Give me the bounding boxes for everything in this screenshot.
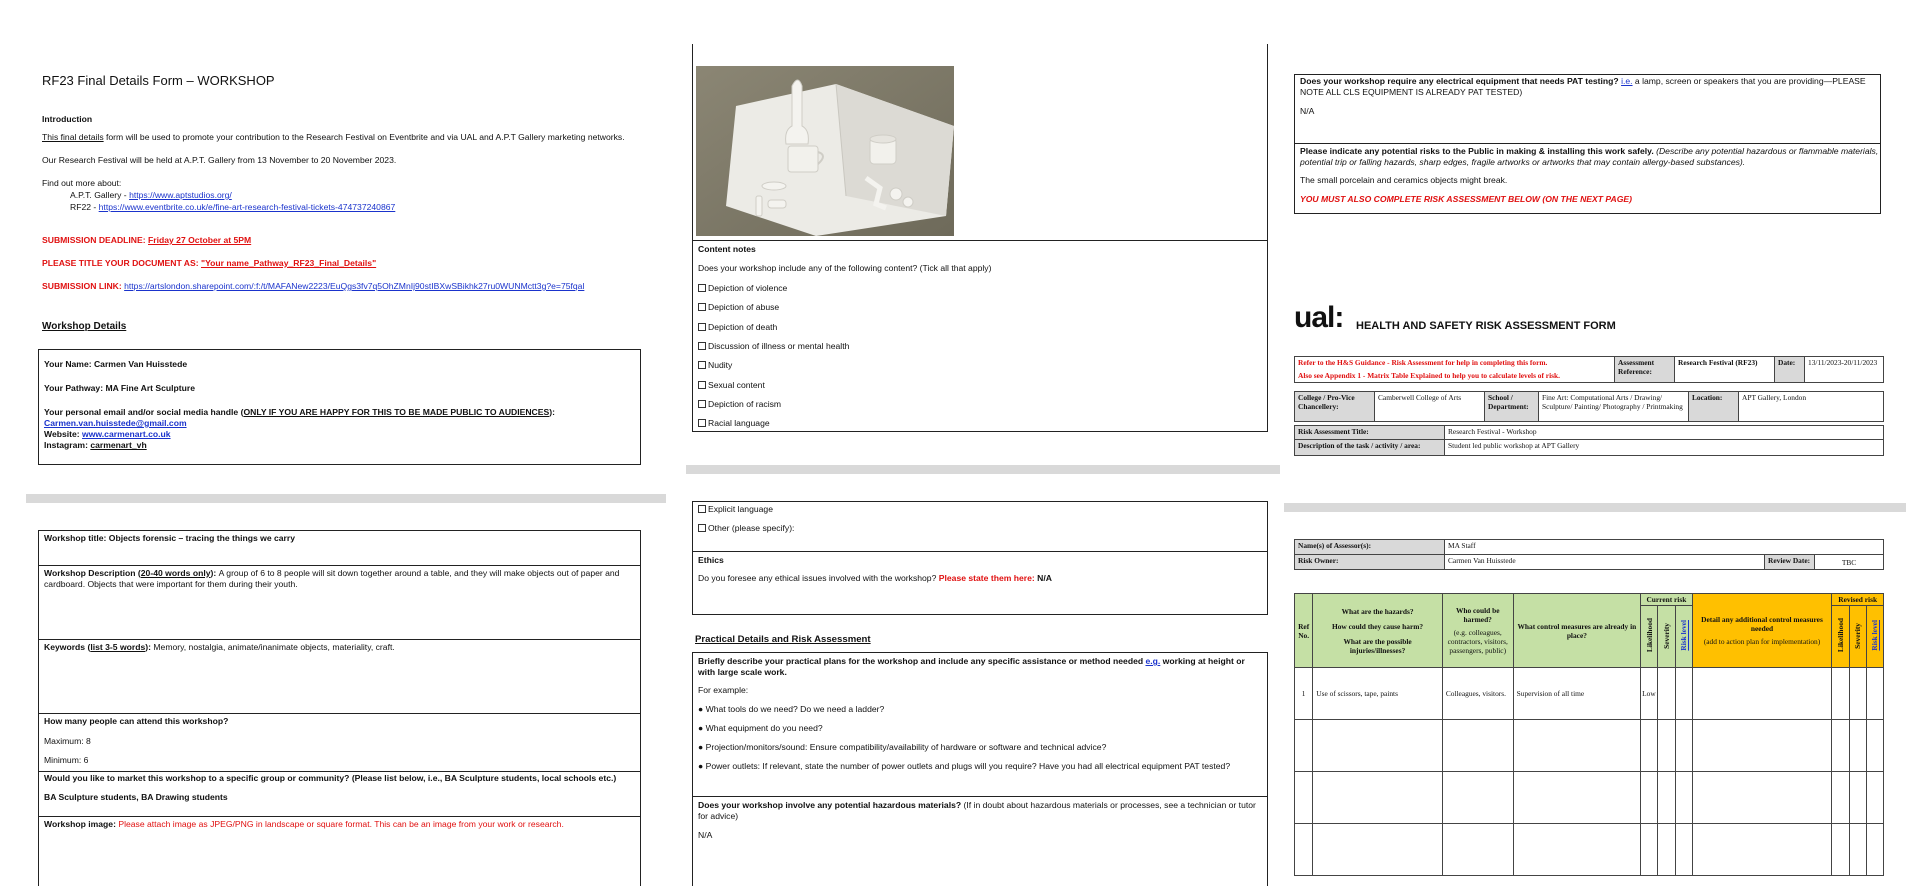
ra-title-value: Research Festival - Workshop [1445, 426, 1884, 440]
rf22-label: RF22 - [70, 202, 99, 212]
workshop-description [44, 568, 639, 590]
your-pathway: Your Pathway: MA Fine Art Sculpture [44, 383, 196, 393]
risk-note: (Describe any potential hazardous or flammable materials, potential trip or falling hazards, sharp edges, fragile artworks or artworks that may contain allergy-based substances). [1300, 146, 1879, 167]
keywords [44, 642, 395, 653]
checkbox-label: Racial language [708, 418, 770, 428]
title-doc-value: "Your name_Pathway_RF23_Final_Details" [201, 258, 377, 268]
workshop-details-heading: Workshop Details [42, 321, 127, 332]
checkbox-label: Explicit language [708, 504, 773, 514]
pat-answer: N/A [1300, 106, 1315, 116]
row-ref: 1 [1295, 668, 1313, 720]
bullet-power: ● Power outlets: If relevant, state the number of power outlets and plugs will you require? Have you had all electrical equipment PAT tested? [698, 761, 1231, 771]
checkbox-label: Depiction of abuse [708, 302, 780, 312]
h-severity-label: Severity [1661, 622, 1671, 649]
checkbox-icon [698, 381, 706, 389]
your-name: Your Name: Carmen Van Huisstede [44, 359, 188, 369]
ethics-q: Do you foresee any ethical issues involved with the workshop? [698, 573, 939, 583]
bullet-text: What equipment do you need? [705, 723, 823, 733]
owner-label: Risk Owner: [1295, 555, 1445, 570]
h-control: What control measures are already in place? [1513, 594, 1640, 668]
hazard-q: Does your workshop involve any potential hazardous materials? [698, 800, 962, 810]
h-hazards-3: What are the possible injuries/illnesses? [1343, 636, 1412, 655]
attend-question: How many people can attend this workshop? [44, 716, 229, 726]
checkbox-icon [698, 342, 706, 350]
row-rev-likelihood [1832, 668, 1849, 720]
row-rev-risk [1866, 668, 1883, 720]
checkbox-icon [698, 419, 706, 427]
contact-label: Your personal email and/or social media handle ( [44, 407, 244, 417]
desc-text: A group of 6 to 8 people will sit down together around a table, and they will make objects out of paper and cardboard. Objects that were important for them during their youth. [44, 568, 620, 589]
date-label: Date: [1775, 357, 1805, 383]
submission-link[interactable]: https://artslondon.sharepoint.com/:f:/t/MAFANew2223/EuQgs3fv7q5OhZMnIj90stIBXwSBikhk27ru0WUNMctt3g?e=75fqal [124, 281, 585, 291]
checkbox-explicit[interactable] [698, 504, 773, 515]
content-divider [692, 240, 1268, 241]
page-6 [1290, 512, 1920, 886]
practical-eg: e.g. [1145, 656, 1161, 666]
hazard-note: (If in doubt about hazardous materials or processes, see a technician or tutor for advice) [698, 800, 1256, 821]
pat-q: Does your workshop require any electrical equipment that needs PAT testing? [1300, 76, 1622, 86]
checkbox-icon [698, 524, 706, 532]
checkbox-racial-language[interactable] [698, 418, 770, 429]
bullet-text: Projection/monitors/sound: Ensure compatibility/availability of hardware or software and technical advice? [705, 742, 1107, 752]
page-3 [688, 44, 1280, 466]
market-answer: BA Sculpture students, BA Drawing students [44, 792, 228, 802]
checkbox-icon [698, 361, 706, 369]
email-link[interactable]: Carmen.van.huisstede@gmail.com [44, 418, 187, 428]
row-rev-severity [1849, 668, 1866, 720]
submission-link-label: SUBMISSION LINK: [42, 281, 125, 291]
h-risk-level-label: Risk level [1679, 620, 1689, 651]
website-link[interactable]: www.carmenart.co.uk [82, 429, 171, 439]
owner-value: Carmen Van Huisstede [1445, 555, 1765, 570]
image-label: Workshop image: [44, 819, 119, 829]
guidance-1: Refer to the H&S Guidance - Risk Assessment for help in completing this form. [1298, 358, 1548, 367]
hazard-divider [692, 796, 1268, 797]
checkbox-label: Depiction of racism [708, 399, 782, 409]
for-example: For example: [698, 685, 749, 695]
intro-heading: Introduction [42, 114, 93, 124]
h-additional-2: (add to action plan for implementation) [1703, 637, 1821, 646]
deadline-label: SUBMISSION DEADLINE: [42, 235, 148, 245]
h-current: Current risk [1641, 594, 1693, 606]
row-likelihood: Low [1641, 668, 1658, 720]
table-row [1295, 772, 1884, 824]
content-box-continued [692, 501, 1268, 615]
h-additional [1692, 594, 1832, 668]
submission-link-line [42, 281, 584, 292]
ethics-question [698, 573, 1052, 584]
page-4 [688, 474, 1280, 886]
deadline-line [42, 235, 251, 246]
date-value: 13/11/2023-20/11/2023 [1805, 357, 1884, 383]
ual-logo: ual: [1294, 301, 1344, 334]
checkbox-death[interactable] [698, 322, 777, 333]
practical-question [698, 656, 1264, 678]
h-hazards-2: How could they cause harm? [1331, 621, 1424, 631]
checkbox-sexual[interactable] [698, 380, 765, 391]
apt-link[interactable]: https://www.aptstudios.org/ [129, 190, 232, 200]
table-row [1295, 668, 1884, 720]
ra-form-title: HEALTH AND SAFETY RISK ASSESSMENT FORM [1356, 320, 1616, 332]
ethics-divider [692, 551, 1268, 552]
page-2 [20, 503, 665, 886]
bullet-text: Power outlets: If relevant, state the number of power outlets and plugs will you require? Have you had all electrical equipment PAT tested? [705, 761, 1231, 771]
row-divider [38, 771, 641, 772]
h-rev-severity [1849, 606, 1866, 668]
apt-line [70, 190, 232, 201]
workshop-image [44, 819, 564, 830]
school-value: Fine Art: Computational Arts / Drawing/ Sculpture/ Painting/ Photography / Printmaking [1539, 392, 1689, 422]
row-who: Colleagues, visitors. [1442, 668, 1513, 720]
h-rev-likelihood-label: Likelihood [1835, 618, 1845, 653]
bullet-projection: ● Projection/monitors/sound: Ensure compatibility/availability of hardware or software and technical advice? [698, 742, 1107, 752]
school-label: School / Department: [1485, 392, 1539, 422]
page-separator [686, 465, 1280, 474]
assess-ref: Research Festival (RF23) [1675, 357, 1775, 383]
checkbox-label: Sexual content [708, 380, 765, 390]
deadline-value: Friday 27 October at 5PM [148, 235, 252, 245]
instagram-handle: carmenart_vh [90, 440, 147, 450]
h-hazards-1: What are the hazards? [1341, 606, 1414, 616]
page-separator [1284, 503, 1906, 512]
ethics-red: Please state them here: [938, 573, 1035, 583]
bullet-tools: ● What tools do we need? Do we need a ladder? [698, 704, 885, 714]
h-who-1: Who could be harmed? [1455, 606, 1500, 624]
row-divider [38, 565, 641, 566]
task-value: Student led public workshop at APT Gallery [1445, 440, 1884, 456]
contact-line [44, 407, 555, 418]
ethics-answer: N/A [1034, 573, 1052, 583]
risk-question [1300, 146, 1880, 167]
title-doc-line [42, 258, 376, 269]
checkbox-nudity[interactable] [698, 360, 732, 371]
workshop-title: Workshop title: Objects forensic – tracing the things we carry [44, 533, 296, 543]
rf22-link[interactable]: https://www.eventbrite.co.uk/e/fine-art-research-festival-tickets-474737240867 [98, 202, 396, 212]
page-1 [20, 44, 665, 496]
desc-limit: 20-40 words only [140, 568, 211, 578]
task-label: Description of the task / activity / area: [1295, 440, 1445, 456]
find-out-label: Find out more about: [42, 178, 122, 188]
ethics-heading: Ethics [698, 555, 724, 565]
h-who-2: (e.g. colleagues, contractors, visitors, passengers, public) [1447, 628, 1508, 655]
instagram-line [44, 440, 147, 451]
checkbox-label: Depiction of violence [708, 283, 788, 293]
checkbox-label: Nudity [708, 360, 733, 370]
kw-end: ): [145, 642, 154, 652]
intro-link[interactable]: This final details [42, 132, 104, 142]
h-likelihood [1641, 606, 1658, 668]
review-label: Review Date: [1765, 555, 1815, 570]
minimum: Minimum: 6 [44, 755, 89, 765]
row-control: Supervision of all time [1513, 668, 1640, 720]
guidance-cell [1295, 357, 1615, 383]
bullet-text: What tools do we need? Do we need a ladder? [705, 704, 885, 714]
pat-q2: a lamp, screen or speakers that you are providing—PLEASE NOTE ALL CLS EQUIPMENT IS ALREADY PAT TESTED) [1300, 76, 1866, 97]
website-label: Website: [44, 429, 83, 439]
website-line [44, 429, 171, 440]
pat-ie: i.e. [1621, 76, 1633, 86]
h-severity [1658, 606, 1675, 668]
h-revised: Revised risk [1832, 594, 1884, 606]
checkbox-other[interactable] [698, 523, 794, 534]
workshop-photo [696, 66, 954, 236]
content-question: Does your workshop include any of the following content? (Tick all that apply) [698, 263, 992, 273]
h-hazards [1313, 594, 1443, 668]
hazard-answer: N/A [698, 830, 713, 840]
row-risk-level [1675, 668, 1692, 720]
assess-ref-label: Assessment Reference: [1615, 357, 1675, 383]
ra-hazard-table [1294, 593, 1884, 876]
h-rev-risk-level [1866, 606, 1883, 668]
intro-text [42, 132, 625, 143]
form-title: RF23 Final Details Form – WORKSHOP [42, 73, 275, 88]
practical-heading: Practical Details and Risk Assessment [695, 634, 871, 645]
pat-question [1300, 76, 1876, 97]
rf22-line [70, 202, 395, 213]
ra-college-table [1294, 391, 1884, 422]
location-label: Location: [1689, 392, 1739, 422]
title-doc-label: PLEASE TITLE YOUR DOCUMENT AS: [42, 258, 201, 268]
checkbox-violence[interactable] [698, 283, 787, 294]
location-value: APT Gallery, London [1739, 392, 1884, 422]
hazard-question [698, 800, 1264, 822]
row-severity [1658, 668, 1675, 720]
ra-header-table [1294, 356, 1884, 383]
assessor-value: MA Staff [1445, 540, 1884, 555]
intro-body: form will be used to promote your contribution to the Research Festival on Eventbrite and via UAL and A.P.T Gallery marketing networks. [103, 132, 625, 142]
assessor-label: Name(s) of Assessor(s): [1295, 540, 1445, 555]
instagram-label: Instagram: [44, 440, 91, 450]
row-additional [1692, 668, 1832, 720]
checkbox-icon [698, 303, 706, 311]
checkbox-label: Other (please specify): [708, 523, 795, 533]
row-divider [38, 639, 641, 640]
kw-text: Memory, nostalgia, animate/inanimate objects, materiality, craft. [153, 642, 395, 652]
page-separator [26, 494, 666, 503]
festival-text: Our Research Festival will be held at A.P.T. Gallery from 13 November to 20 November 2023. [42, 155, 397, 165]
h-who [1442, 594, 1513, 668]
table-row [1295, 720, 1884, 772]
bullet-equipment: ● What equipment do you need? [698, 723, 823, 733]
content-notes-heading: Content notes [698, 244, 756, 254]
h-ref: Ref No. [1295, 594, 1313, 668]
contact-end: ): [549, 407, 555, 417]
checkbox-icon [698, 505, 706, 513]
apt-label: A.P.T. Gallery - [70, 190, 130, 200]
table-row [1295, 824, 1884, 876]
risk-q: Please indicate any potential risks to the Public in making & installing this work safely. [1300, 146, 1654, 156]
practical-q2: working at height or with large scale work. [698, 656, 1245, 677]
kw-limit: list 3-5 words [90, 642, 146, 652]
checkbox-racism[interactable] [698, 399, 781, 410]
practical-q1: Briefly describe your practical plans for the workshop and include any specific assistance or method needed [698, 656, 1146, 666]
h-additional-1: Detail any additional control measures needed [1701, 615, 1823, 633]
risk-divider [1294, 143, 1881, 144]
image-text: Please attach image as JPEG/PNG in landscape or square format. This can be an image from your work or research. [118, 819, 564, 829]
ra-title-table [1294, 425, 1884, 456]
ra-title-label: Risk Assessment Title: [1295, 426, 1445, 440]
checkbox-label: Depiction of death [708, 322, 778, 332]
h-risk-level [1675, 606, 1692, 668]
h-rev-risk-level-label: Risk level [1870, 620, 1880, 651]
checkbox-illness[interactable] [698, 341, 849, 352]
guidance-2: Also see Appendix 1 - Matrix Table Explained to help you to calculate levels of risk. [1298, 371, 1560, 380]
h-likelihood-label: Likelihood [1644, 618, 1654, 653]
checkbox-label: Discussion of illness or mental health [708, 341, 850, 351]
ra-assessor-table [1294, 539, 1884, 570]
contact-note: ONLY IF YOU ARE HAPPY FOR THIS TO BE MADE PUBLIC TO AUDIENCES [243, 407, 550, 417]
risk-warning: YOU MUST ALSO COMPLETE RISK ASSESSMENT BELOW (ON THE NEXT PAGE) [1300, 194, 1632, 204]
h-rev-likelihood [1832, 606, 1849, 668]
checkbox-abuse[interactable] [698, 302, 779, 313]
row-divider [38, 816, 641, 817]
college-value: Camberwell College of Arts [1375, 392, 1485, 422]
checkbox-icon [698, 284, 706, 292]
kw-label: Keywords ( [44, 642, 91, 652]
review-value: TBC [1815, 555, 1884, 570]
risk-answer: The small porcelain and ceramics objects might break. [1300, 175, 1508, 185]
checkbox-icon [698, 400, 706, 408]
market-question: Would you like to market this workshop to a specific group or community? (Please list below, i.e., BA Sculpture students, local schools etc.) [44, 773, 617, 783]
desc-end: ): [210, 568, 219, 578]
college-label: College / Pro-Vice Chancellery: [1295, 392, 1375, 422]
desc-label: Workshop Description ( [44, 568, 141, 578]
row-hazard: Use of scissors, tape, paints [1313, 668, 1443, 720]
row-divider [38, 713, 641, 714]
page-5 [1290, 44, 1920, 504]
h-rev-severity-label: Severity [1853, 622, 1863, 649]
checkbox-icon [698, 323, 706, 331]
maximum: Maximum: 8 [44, 736, 91, 746]
